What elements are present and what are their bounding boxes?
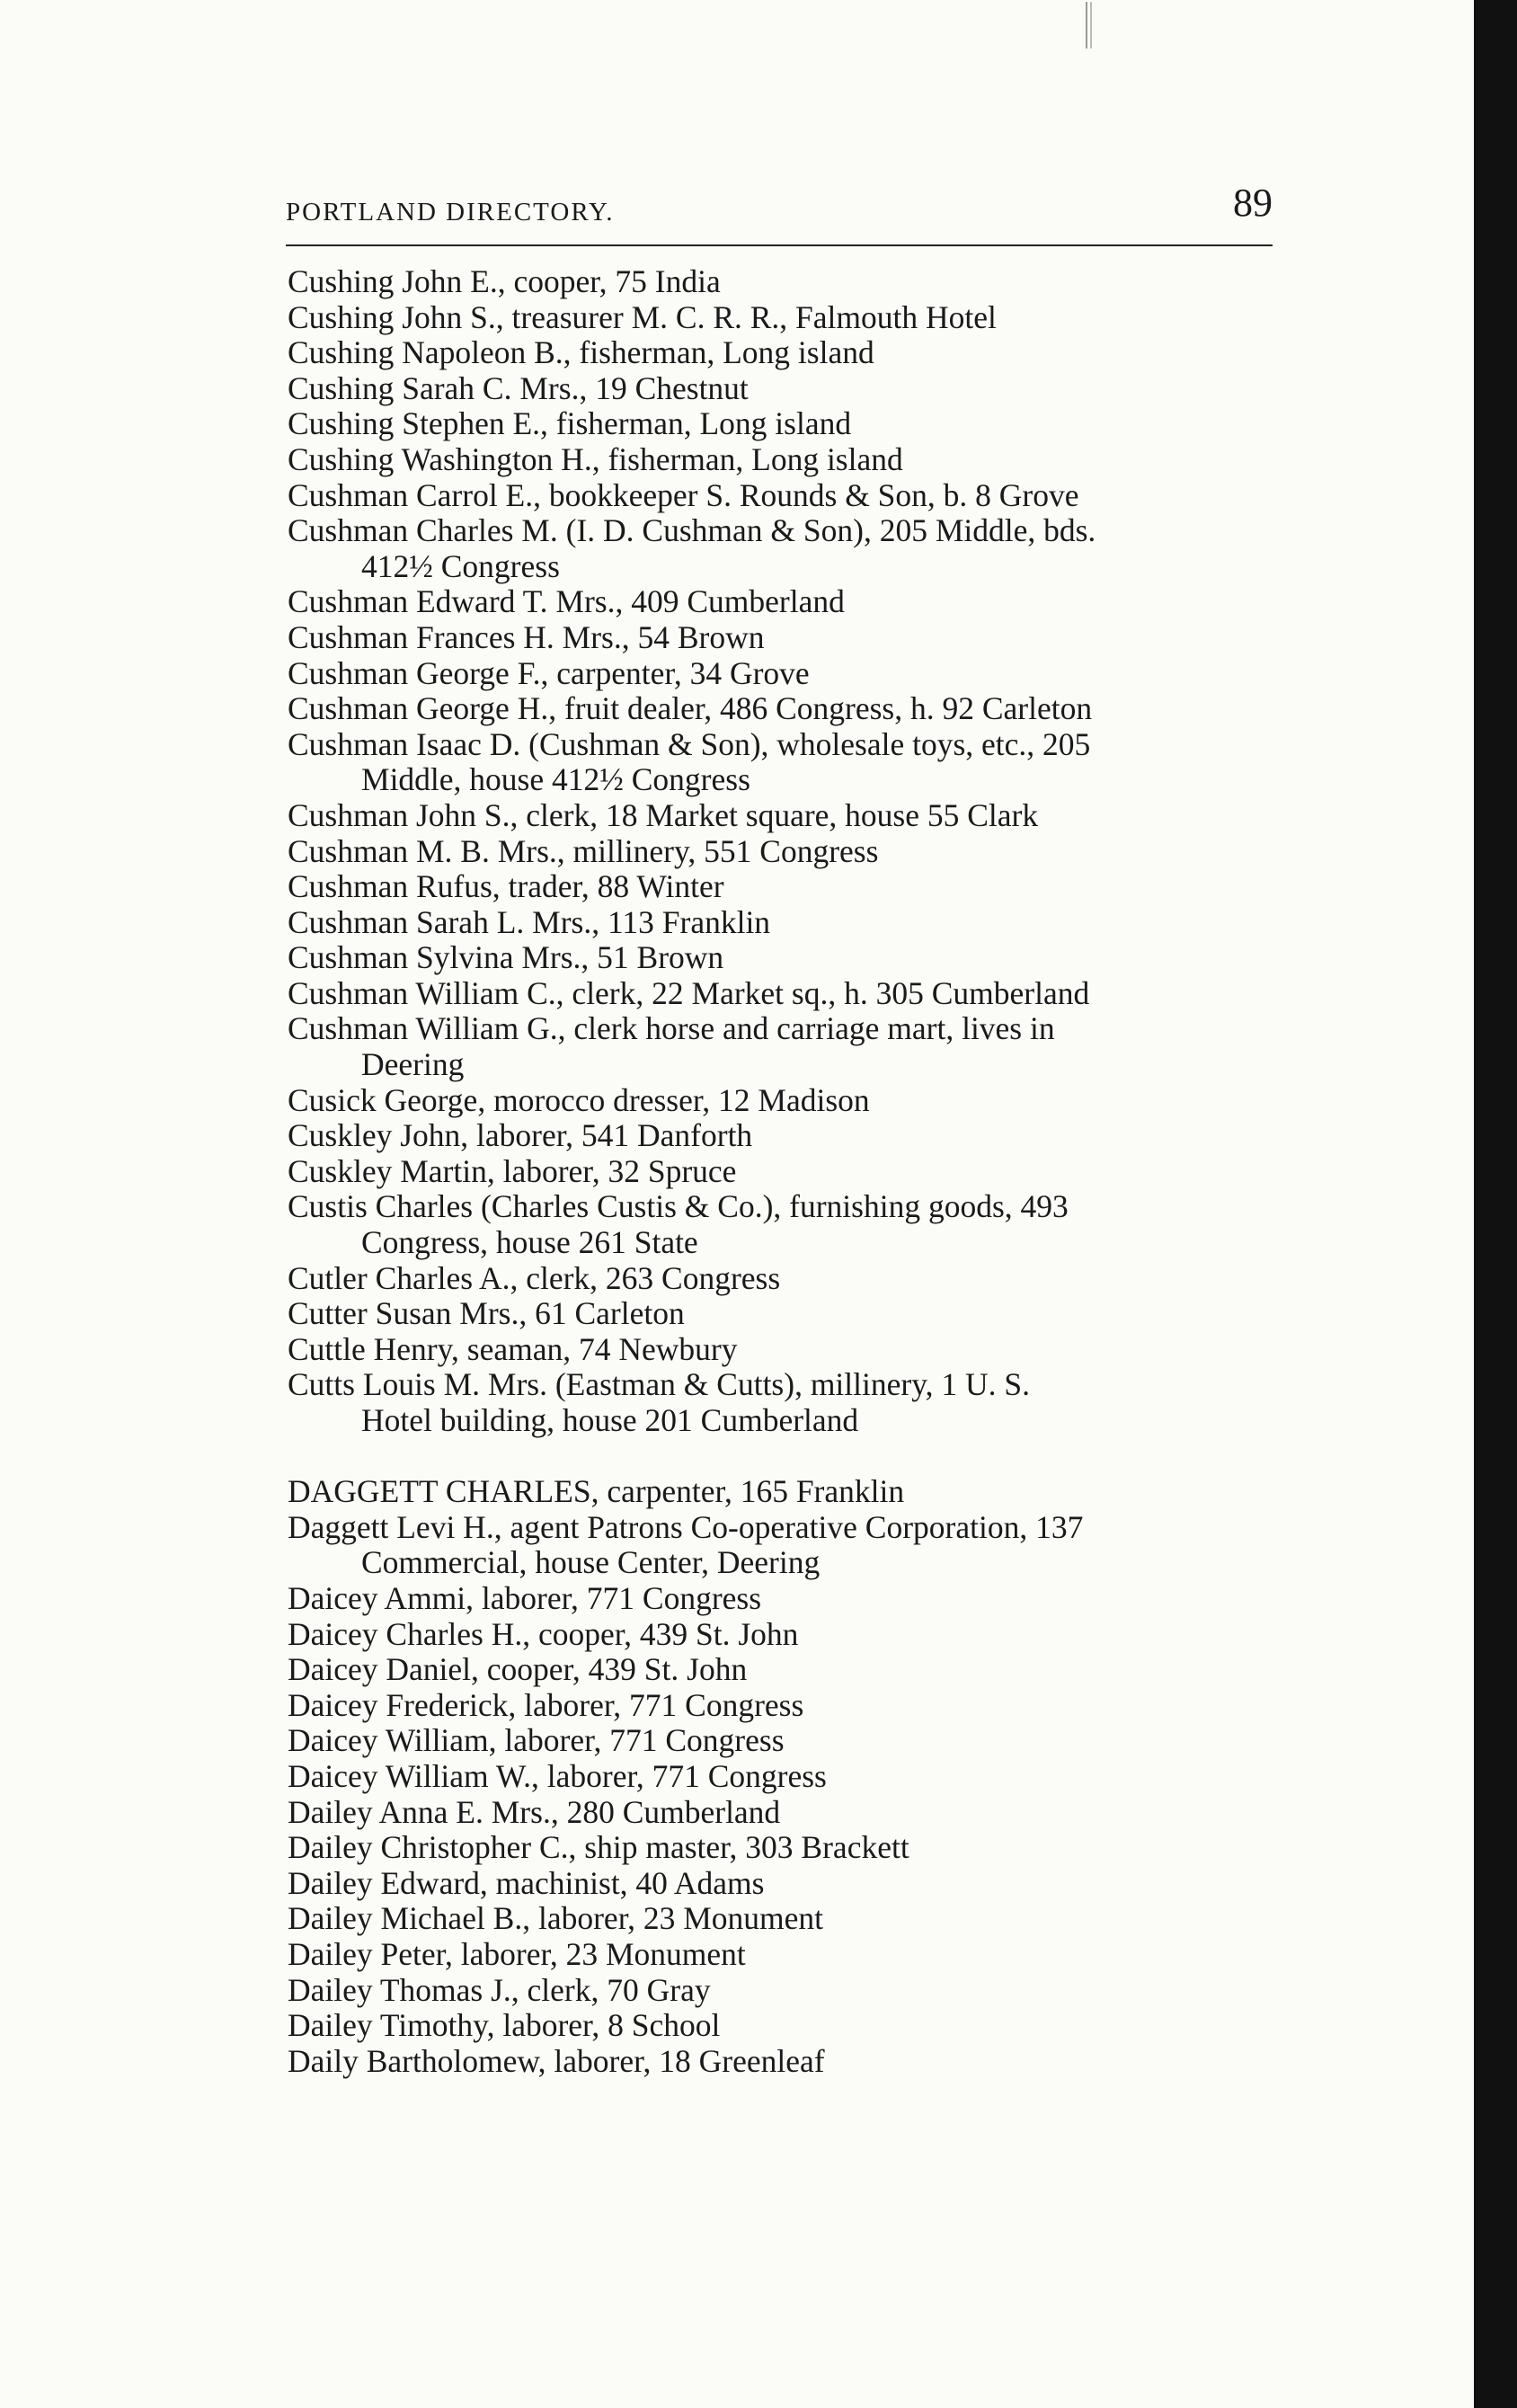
page-number: 89	[1233, 181, 1273, 225]
entry-continuation: Middle, house 412½ Congress	[361, 761, 750, 798]
entry-text: Cushman George H., fruit dealer, 486 Congress, h. 92 Carleton	[288, 690, 1093, 727]
entry-text: Cushing Washington H., fisherman, Long island	[288, 440, 903, 477]
entry-text: Cushman John S., clerk, 18 Market square, house 55 Clark	[288, 796, 1039, 833]
entry-text: Cushing Napoleon B., fisherman, Long island	[288, 334, 874, 371]
directory-entry	[288, 1261, 1276, 1297]
entry-text: Daily Bartholomew, laborer, 18 Greenleaf	[288, 2042, 825, 2079]
entry-text: Daicey William W., laborer, 771 Congress	[288, 1757, 827, 1794]
entry-text: Cushman Sarah L. Mrs., 113 Franklin	[288, 903, 771, 940]
entry-text: Daicey William, laborer, 771 Congress	[288, 1722, 785, 1759]
entry-text: Cushman M. B. Mrs., millinery, 551 Congress	[288, 832, 879, 869]
entry-text: Daicey Daniel, cooper, 439 St. John	[288, 1651, 748, 1688]
directory-entry	[288, 1901, 1276, 1937]
entry-text: Dailey Peter, laborer, 23 Monument	[288, 1935, 746, 1972]
directory-entry	[288, 691, 1276, 727]
entry-continuation: Hotel building, house 201 Cumberland	[361, 1402, 859, 1438]
directory-entry	[288, 1118, 1276, 1154]
entry-text: Cutler Charles A., clerk, 263 Congress	[288, 1259, 781, 1296]
entry-text: Daicey Frederick, laborer, 771 Congress	[288, 1686, 804, 1723]
directory-entry	[288, 442, 1276, 478]
directory-entry	[288, 1474, 1276, 1510]
section-spacer	[288, 1439, 1276, 1475]
running-title: PORTLAND DIRECTORY.	[286, 198, 615, 227]
entry-text: Cushman Sylvina Mrs., 51 Brown	[288, 939, 724, 976]
entry-text: Cushing Stephen E., fisherman, Long island	[288, 405, 852, 442]
entry-text: Cushman George F., carpenter, 34 Grove	[288, 654, 810, 691]
directory-entry	[288, 1688, 1276, 1724]
entry-continuation: 412½ Congress	[361, 547, 560, 584]
entry-text: Daggett Levi H., agent Patrons Co-operative Corporation, 137	[288, 1508, 1084, 1545]
entry-text: Cusick George, morocco dresser, 12 Madison	[288, 1081, 870, 1118]
directory-entry	[288, 1937, 1276, 1973]
entry-continuation: Deering	[361, 1046, 465, 1083]
entry-text: Cushman Carrol E., bookkeeper S. Rounds & Son, b. 8 Grove	[288, 476, 1079, 513]
entry-text: Cutter Susan Mrs., 61 Carleton	[288, 1295, 685, 1332]
entry-text: Cushing John S., treasurer M. C. R. R., Falmouth Hotel	[288, 298, 997, 335]
directory-entry	[288, 1617, 1276, 1653]
entry-text: Cushman Edward T. Mrs., 409 Cumberland	[288, 583, 845, 620]
directory-entry	[288, 478, 1276, 514]
directory-entry	[288, 1367, 1276, 1438]
entry-text: Dailey Thomas J., clerk, 70 Gray	[288, 1971, 711, 2008]
directory-entry	[288, 335, 1276, 371]
entry-text: Cushman Isaac D. (Cushman & Son), wholesale toys, etc., 205	[288, 725, 1091, 762]
directory-entry	[288, 1510, 1276, 1581]
page-header	[0, 180, 1273, 252]
entry-text: Cushman Charles M. (I. D. Cushman & Son), 205 Middle, bds.	[288, 512, 1096, 549]
directory-entry	[288, 1795, 1276, 1831]
entry-text: Cushing Sarah C. Mrs., 19 Chestnut	[288, 369, 749, 406]
directory-entry	[288, 798, 1276, 834]
entry-text: Daicey Charles H., cooper, 439 St. John	[288, 1615, 799, 1652]
directory-entry	[288, 406, 1276, 442]
entry-text: Daicey Ammi, laborer, 771 Congress	[288, 1579, 762, 1616]
entry-continuation: Commercial, house Center, Deering	[361, 1544, 821, 1581]
directory-entries	[288, 264, 1276, 2079]
directory-entry	[288, 656, 1276, 692]
directory-entry	[288, 1083, 1276, 1119]
entry-text: Dailey Michael B., laborer, 23 Monument	[288, 1900, 824, 1937]
directory-entry	[288, 1973, 1276, 2009]
directory-entry	[288, 371, 1276, 407]
directory-entry	[288, 1011, 1276, 1082]
directory-entry	[288, 300, 1276, 336]
directory-entry	[288, 513, 1276, 584]
directory-entry	[288, 1830, 1276, 1866]
entry-text: Custis Charles (Charles Custis & Co.), furnishing goods, 493	[288, 1188, 1069, 1225]
directory-entry	[288, 2044, 1276, 2080]
directory-entry	[288, 1189, 1276, 1260]
directory-entry	[288, 834, 1276, 870]
entry-text: Cushman William C., clerk, 22 Market sq., h. 305 Cumberland	[288, 974, 1090, 1011]
directory-entry	[288, 264, 1276, 300]
header-rule	[286, 244, 1273, 246]
directory-entry	[288, 727, 1276, 798]
directory-entry	[288, 1723, 1276, 1759]
directory-entry	[288, 620, 1276, 656]
entry-text: Dailey Edward, machinist, 40 Adams	[288, 1864, 765, 1901]
entry-text: Cutts Louis M. Mrs. (Eastman & Cutts), millinery, 1 U. S.	[288, 1366, 1031, 1403]
directory-entry	[288, 1332, 1276, 1368]
directory-entry	[288, 1296, 1276, 1332]
directory-entry	[288, 1652, 1276, 1688]
entries-section-cu	[288, 264, 1276, 1439]
gutter-mark	[1086, 2, 1092, 49]
directory-entry	[288, 1581, 1276, 1617]
scan-edge	[1474, 0, 1517, 2408]
entry-continuation: Congress, house 261 State	[361, 1224, 698, 1261]
directory-entry	[288, 1759, 1276, 1795]
directory-entry	[288, 2008, 1276, 2044]
directory-entry	[288, 869, 1276, 905]
entry-text: DAGGETT CHARLES, carpenter, 165 Franklin	[288, 1473, 905, 1510]
directory-entry	[288, 976, 1276, 1012]
entry-text: Dailey Christopher C., ship master, 303 Brackett	[288, 1829, 909, 1866]
directory-entry	[288, 1154, 1276, 1190]
entry-text: Cuskley John, laborer, 541 Danforth	[288, 1117, 753, 1154]
directory-entry	[288, 905, 1276, 941]
entry-text: Cushing John E., cooper, 75 India	[288, 263, 721, 299]
entry-text: Cushman Frances H. Mrs., 54 Brown	[288, 618, 765, 655]
entry-text: Dailey Timothy, laborer, 8 School	[288, 2007, 721, 2044]
entry-text: Cushman William G., clerk horse and carriage mart, lives in	[288, 1010, 1055, 1047]
entry-text: Cuttle Henry, seaman, 74 Newbury	[288, 1330, 738, 1367]
entry-text: Cuskley Martin, laborer, 32 Spruce	[288, 1152, 737, 1189]
entries-section-da	[288, 1474, 1276, 2079]
directory-entry	[288, 1866, 1276, 1902]
directory-entry	[288, 940, 1276, 976]
entry-text: Dailey Anna E. Mrs., 280 Cumberland	[288, 1793, 781, 1830]
directory-entry	[288, 584, 1276, 620]
entry-text: Cushman Rufus, trader, 88 Winter	[288, 868, 724, 905]
